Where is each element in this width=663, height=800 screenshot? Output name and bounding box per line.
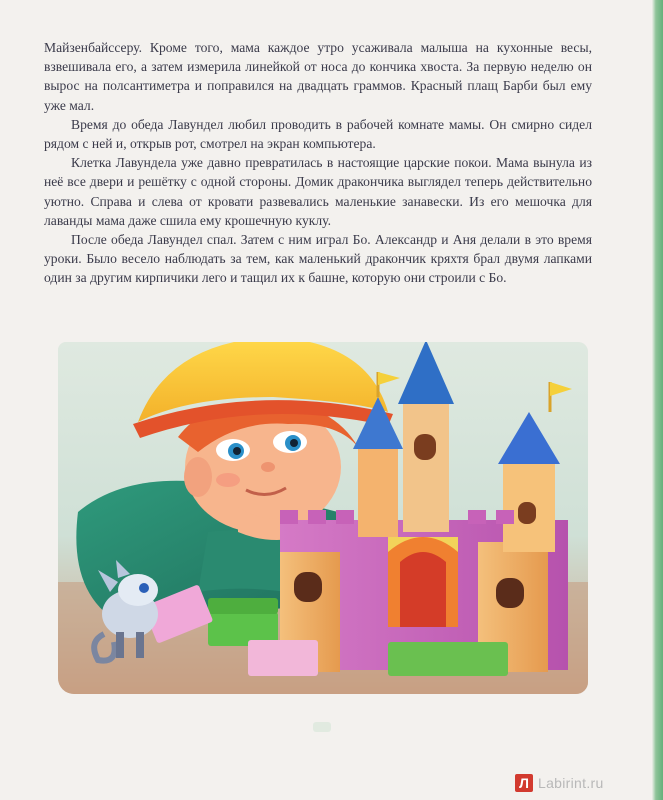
paragraph-3: Клетка Лавундела уже давно превратилась в настоящие царские покои. Мама вынула из неё все двери и решётку с одной стороны. Домик дракончика выглядел теперь действительно уютно. Справа и слева от кровати развевались маленькие занавески. Из его мешочка для лаванды мама даже сшила ему крошечную куклу. <box>44 155 592 228</box>
labirint-watermark-text: Labirint.ru <box>538 775 604 791</box>
page-mark <box>313 722 331 732</box>
labirint-watermark <box>515 772 604 794</box>
illustration-boy-castle-dragon <box>58 342 588 694</box>
story-text <box>44 38 592 288</box>
paragraph-2: Время до обеда Лавундел любил проводить в рабочей комнате мамы. Он смирно сидел рядом с ней и, открыв рот, смотрел на экран компьютера. <box>44 116 592 152</box>
paragraph-4: После обеда Лавундел спал. Затем с ним играл Бо. Александр и Аня делали в это время уроки. Было весело наблюдать за тем, как маленький дракончик кряхтя брал двумя лапками один за другим кирпичики лего и тащил их к башне, которую они строили с Бо. <box>44 232 592 286</box>
paragraph-1: Майзенбайссеру. Кроме того, мама каждое утро усаживала малыша на кухонные весы, взвешивала его, а затем измерила линейкой от носа до кончика хвоста. За первую неделю он вырос на полсантиметра и поправился на двадцать граммов. Красный плащ Барби был ему уже мал. <box>44 40 592 113</box>
page-edge-green-stripe <box>652 0 663 800</box>
book-illustration <box>58 342 588 694</box>
labirint-logo-icon: Л <box>515 774 533 792</box>
